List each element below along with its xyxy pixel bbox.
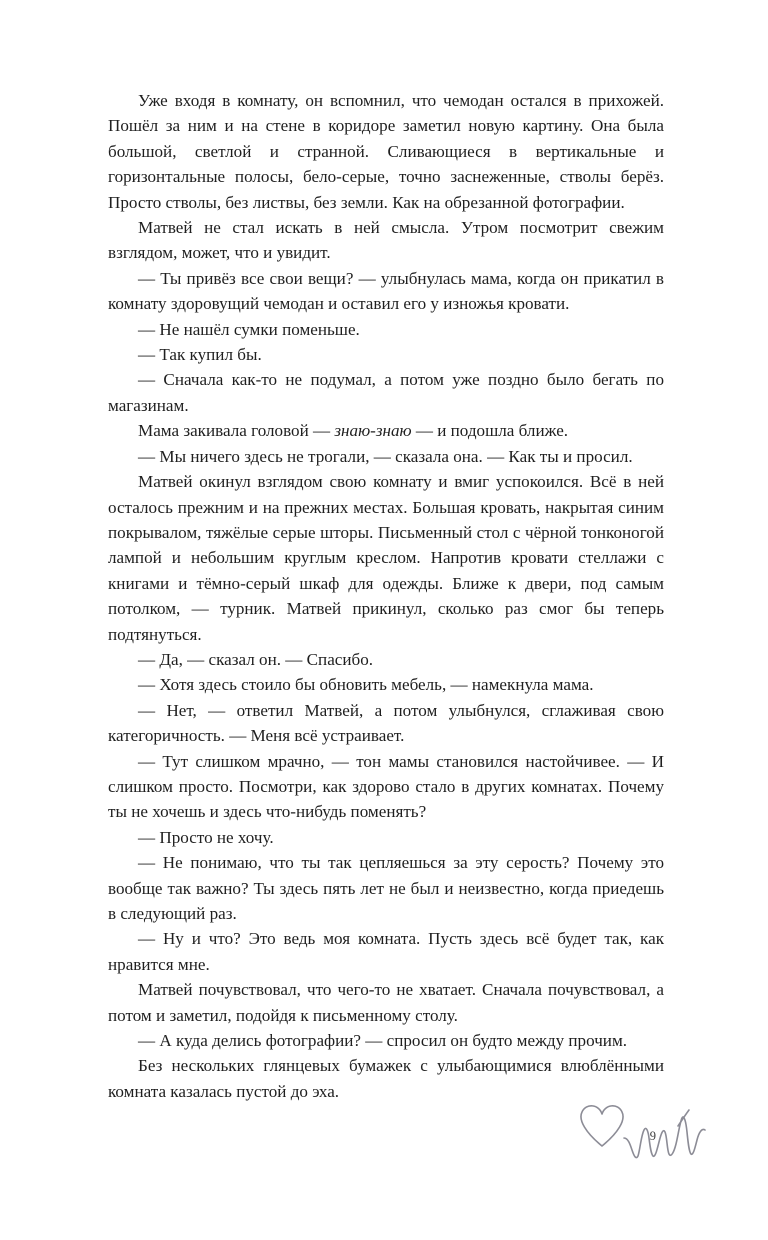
paragraph: — Ты привёз все свои вещи? — улыбнулась мама, когда он прикатил в комнату здоровущий чемодан и оставил его у изножья кровати. [108, 268, 664, 314]
paragraph: — Не нашёл сумки поменьше. [138, 319, 360, 339]
paragraph: — Хотя здесь стоило бы обновить мебель, — намекнула мама. [138, 675, 594, 695]
paragraph: — Мы ничего здесь не трогали, — сказала она. — Как ты и просил. [138, 446, 633, 466]
paragraph: — Нет, — ответил Матвей, а потом улыбнулся, сглаживая свою категоричность. — Меня всё устраивает. [108, 700, 664, 746]
paragraph: Матвей почувствовал, что чего-то не хватает. Сначала почувствовал, а потом и заметил, подойдя к письменному столу. [108, 980, 664, 1025]
paragraph: — Просто не хочу. [138, 827, 274, 847]
paragraph: — Тут слишком мрачно, — тон мамы становился настойчивее. — И слишком просто. Посмотри, как здорово стало в других комнатах. Почему ты не хочешь и здесь что-нибудь поменять? [108, 751, 664, 822]
paragraph: Матвей не стал искать в ней смысла. Утром посмотрит свежим взглядом, может, что и увидит. [108, 218, 664, 263]
text-before-italic: Мама закивала головой — [138, 421, 335, 441]
text-after-italic: — и подошла ближе. [411, 421, 569, 441]
paragraph: Без нескольких глянцевых бумажек с улыбающимися влюблёнными комната казалась пустой до эха. [108, 1056, 664, 1101]
paragraph: — Ну и что? Это ведь моя комната. Пусть здесь всё будет так, как нравится мне. [108, 929, 664, 974]
paragraph: — Так купил бы. [138, 345, 262, 365]
italic-phrase: знаю-знаю [334, 421, 412, 441]
body-text-column [108, 88, 664, 1104]
paragraph-with-italic [108, 418, 664, 443]
paragraph: — Да, — сказал он. — Спасибо. [138, 649, 374, 669]
paragraph: — А куда делись фотографии? — спросил он будто между прочим. [138, 1031, 628, 1051]
page-number: 9 [649, 1129, 656, 1143]
paragraph: — Сначала как-то не подумал, а потом уже поздно было бегать по магазинам. [108, 370, 664, 415]
paragraph: Уже входя в комнату, он вспомнил, что чемодан остался в прихожей. Пошёл за ним и на стене в коридоре заметил новую картину. Она была большой, светлой и странной. Сливающиеся в вертикальные и горизонтальные полосы, бело-серые, точно заснеженные, стволы берёз. Просто стволы, без листвы, без земли. Как на обрезанной фотографии. [108, 91, 664, 212]
paragraph: Матвей окинул взглядом свою комнату и вмиг успокоился. Всё в ней осталось прежним и на прежних местах. Большая кровать, накрытая синим покрывалом, тяжёлые серые шторы. Письменный стол с чёрной тонконогой лампой и небольшим круглым креслом. Напротив кровати стеллажи с книгами и тёмно-серый шкаф для одежды. Ближе к двери, под самым потолком, — турник. Матвей прикинул, сколько раз смог бы теперь подтянуться. [108, 472, 664, 644]
heart-squiggle-ornament [566, 1092, 716, 1178]
paragraph: — Не понимаю, что ты так цепляешься за эту серость? Почему это вообще так важно? Ты здесь пять лет не был и неизвестно, когда приедешь в следующий раз. [108, 853, 664, 923]
